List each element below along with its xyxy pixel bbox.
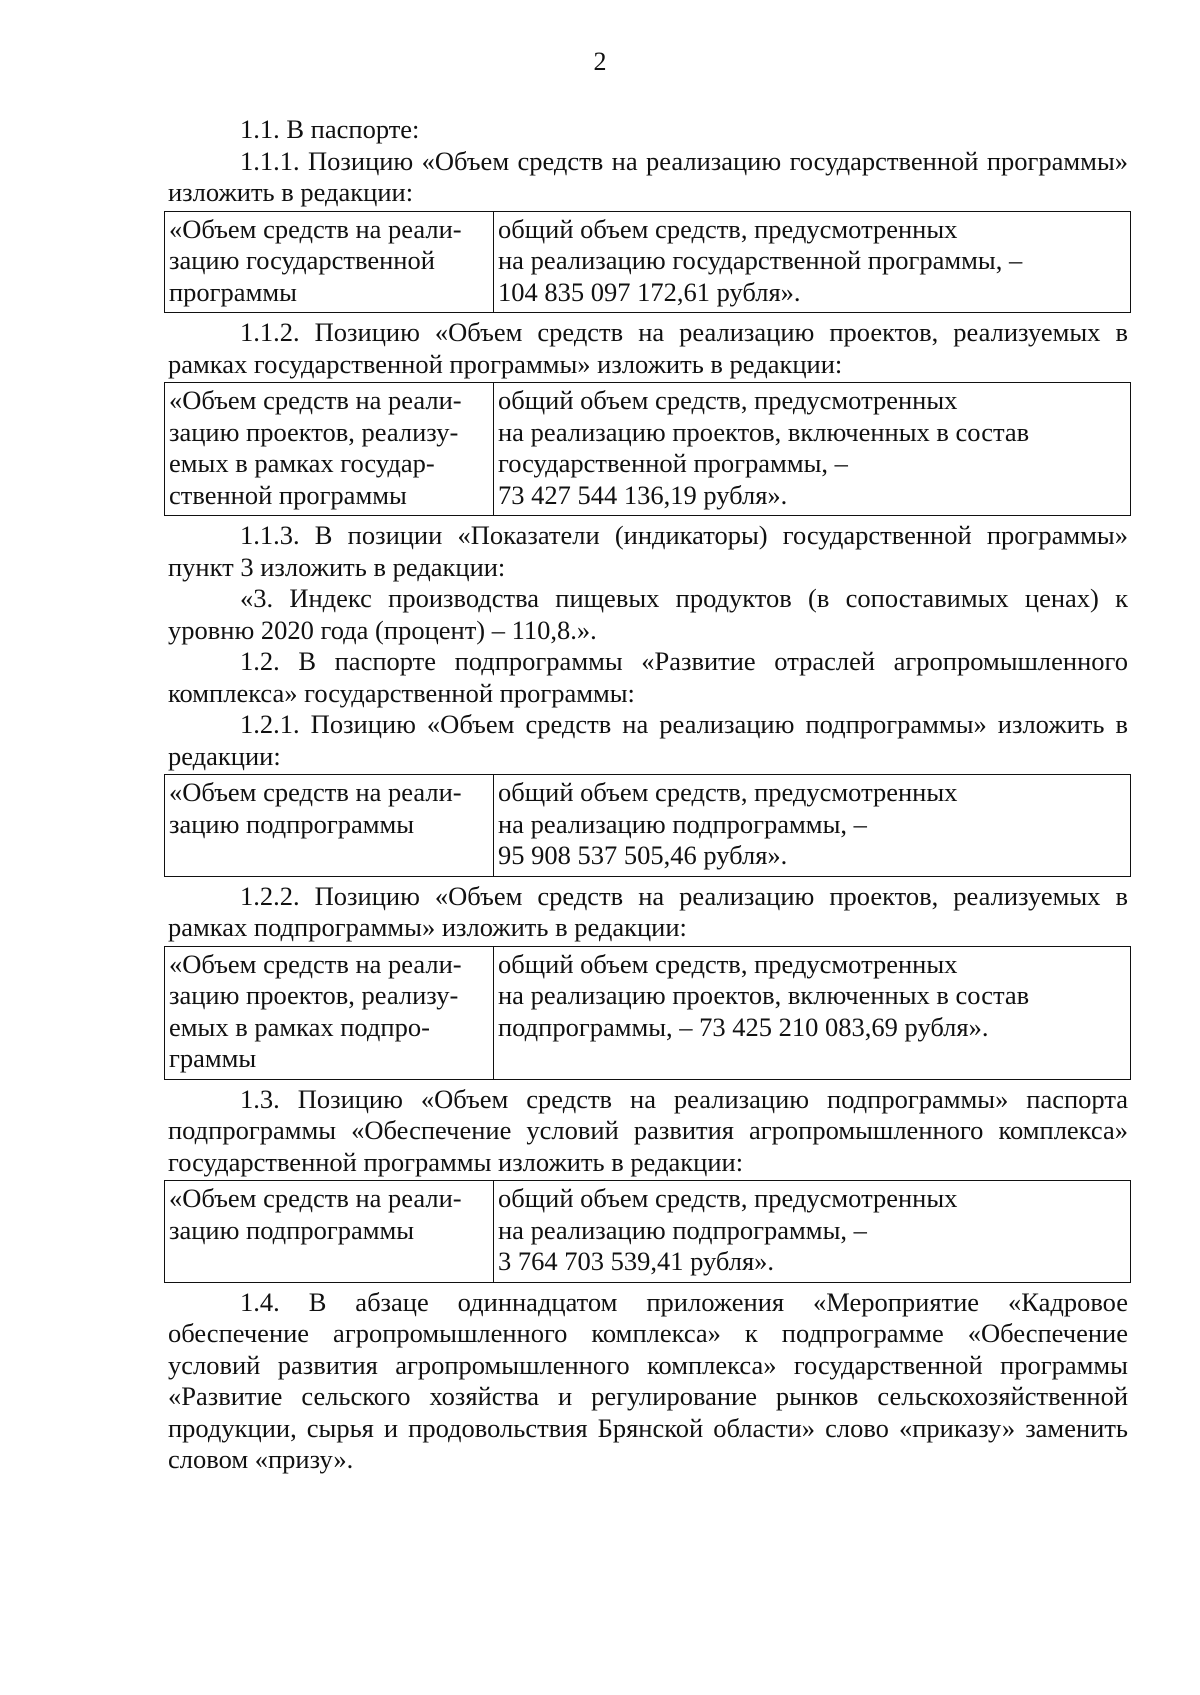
table-cell-position (165, 775, 494, 877)
table-row (165, 211, 1131, 313)
paragraph-quote-item-3: «3. Индекс производства пищевых продуктов (в сопоставимых ценах) к уровню 2020 года (процент) – 110,8.». (168, 583, 1128, 645)
cell-line: граммы (169, 1043, 257, 1073)
paragraph-1-1-2: 1.1.2. Позицию «Объем средств на реализацию проектов, реализуемых в рамках государственной программы» изложить в редакции: (168, 317, 1128, 379)
paragraph-1-2-1: 1.2.1. Позицию «Объем средств на реализацию подпрограммы» изложить в редакции: (168, 709, 1128, 771)
cell-line: на реализацию проектов, включенных в состав (498, 980, 1030, 1010)
table-cell-position (165, 211, 494, 313)
cell-line: 73 427 544 136,19 рубля». (498, 479, 788, 510)
cell-line: емых в рамках государ- (169, 448, 435, 478)
table-cell-position (165, 1181, 494, 1283)
cell-line: 3 764 703 539,41 рубля». (498, 1246, 775, 1276)
table-cell-value (494, 946, 1131, 1079)
cell-line: «Объем средств на реали- (169, 948, 462, 979)
cell-line: общий объем средств, предусмотренных (498, 385, 958, 415)
cell-line: 104 835 097 172,61 рубля». (498, 276, 801, 307)
cell-line: подпрограммы, – 73 425 210 083,69 рубля». (498, 1011, 989, 1042)
table-cell-value (494, 1181, 1131, 1283)
cell-line: на реализацию подпрограммы, – (498, 808, 867, 839)
table-support-subprogram-funding (164, 1180, 1131, 1283)
paragraph-1-1: 1.1. В паспорте: (240, 114, 420, 144)
paragraph-1-3: 1.3. Позицию «Объем средств на реализацию подпрограммы» паспорта подпрограммы «Обеспечение условий развития агропромышленного комплекса» государственной программы изложить в редакции: (168, 1083, 1128, 1177)
cell-line: программы (169, 276, 297, 307)
table-cell-value (494, 383, 1131, 516)
cell-line: общий объем средств, предусмотренных (498, 213, 958, 244)
paragraph-1-1-1: 1.1.1. Позицию «Объем средств на реализацию государственной программы» изложить в редакции: (168, 145, 1128, 207)
cell-line: общий объем средств, предусмотренных (498, 948, 958, 979)
table-cell-value (494, 211, 1131, 313)
cell-line: «Объем средств на реали- (169, 385, 462, 415)
cell-line: зацию проектов, реализу- (169, 416, 459, 447)
table-subprogram-funding (164, 774, 1131, 877)
table-row (165, 775, 1131, 877)
cell-line: общий объем средств, предусмотренных (498, 777, 958, 807)
cell-line: зацию проектов, реализу- (169, 980, 459, 1010)
cell-line: «Объем средств на реали- (169, 213, 462, 244)
page-number: 2 (593, 47, 607, 76)
paragraph-1-1-3: 1.1.3. В позиции «Показатели (индикаторы) государственной программы» пункт 3 изложить в редакции: (168, 520, 1128, 582)
paragraph-1-4: 1.4. В абзаце одиннадцатом приложения «Мероприятие «Кадровое обеспечение агропромышленного комплекса» к подпрограмме «Обеспечение условий развития агропромышленного комплекса» государственной программы «Развитие сельского хозяйства и регулирование рынков сельскохозяйственной продукции, сырья и продовольствия Брянской области» слово «приказу» заменить словом «призу». (168, 1286, 1128, 1474)
table-cell-position (165, 383, 494, 516)
cell-line: зацию государственной (169, 245, 435, 275)
cell-line: государственной программы, – (498, 448, 848, 478)
cell-line: на реализацию проектов, включенных в состав (498, 416, 1030, 447)
table-row (165, 383, 1131, 516)
table-program-funding (164, 211, 1131, 314)
cell-line: на реализацию государственной программы, – (498, 245, 1023, 275)
cell-line: общий объем средств, предусмотренных (498, 1183, 958, 1213)
table-cell-position (165, 946, 494, 1079)
table-projects-funding (164, 382, 1131, 516)
cell-line: на реализацию подпрограммы, – (498, 1214, 867, 1245)
cell-line: зацию подпрограммы (169, 808, 415, 839)
table-row (165, 946, 1131, 1079)
cell-line: ственной программы (169, 479, 407, 510)
paragraph-1-2: 1.2. В паспорте подпрограммы «Развитие отраслей агропромышленного комплекса» государственной программы: (168, 646, 1128, 708)
cell-line: 95 908 537 505,46 рубля». (498, 840, 788, 870)
cell-line: зацию подпрограммы (169, 1214, 415, 1245)
document-body (168, 114, 1128, 1476)
table-row (165, 1181, 1131, 1283)
cell-line: «Объем средств на реали- (169, 1183, 462, 1213)
cell-line: «Объем средств на реали- (169, 777, 462, 807)
cell-line: емых в рамках подпро- (169, 1011, 430, 1042)
table-subprogram-projects-funding (164, 946, 1131, 1080)
table-cell-value (494, 775, 1131, 877)
paragraph-1-2-2: 1.2.2. Позицию «Объем средств на реализацию проектов, реализуемых в рамках подпрограммы» изложить в редакции: (168, 880, 1128, 942)
